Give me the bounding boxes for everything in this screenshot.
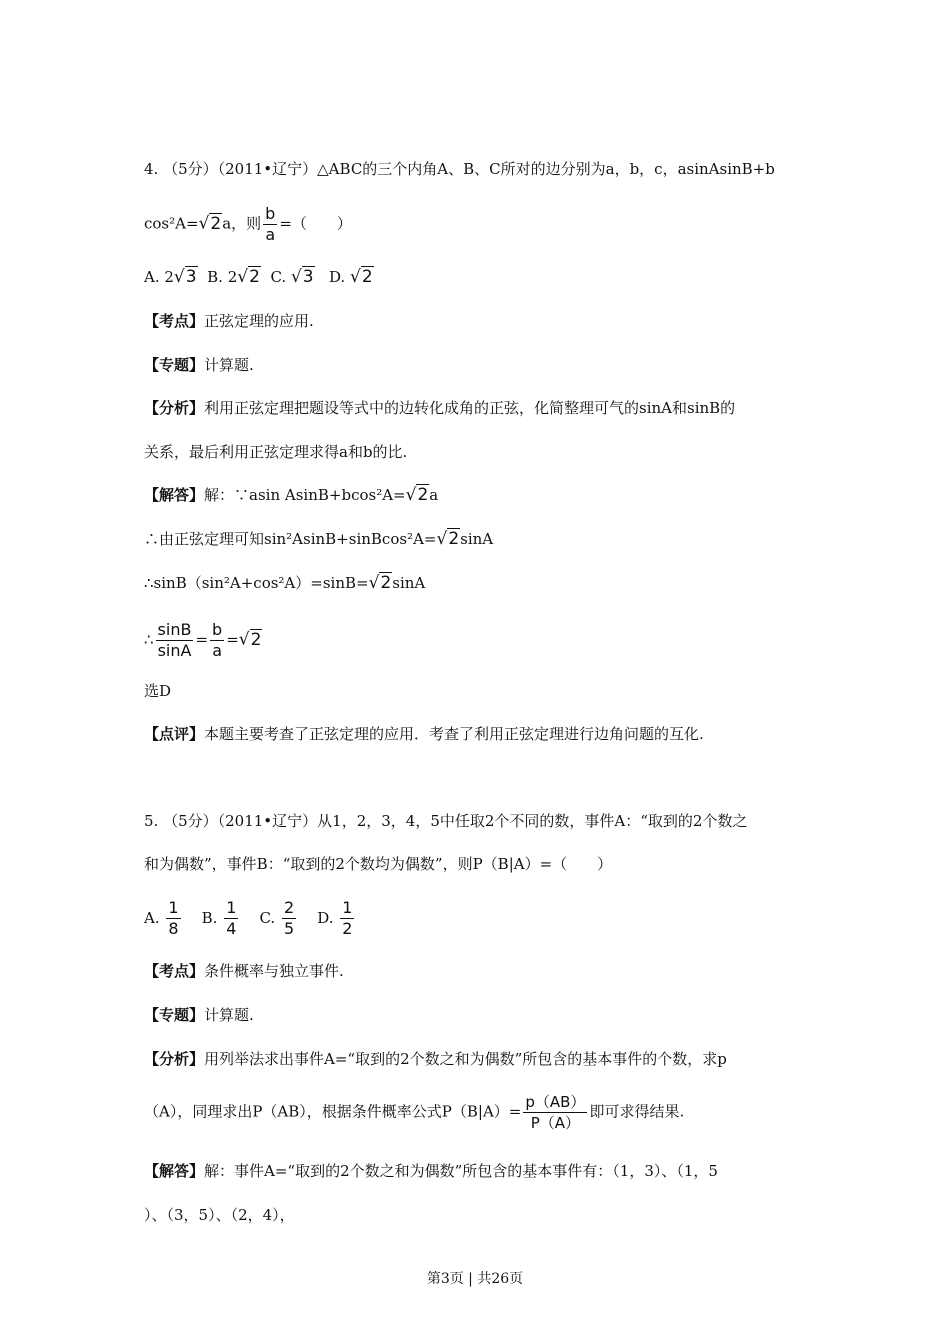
option-label: D. <box>328 268 350 286</box>
q4-answer: 选D <box>144 682 172 700</box>
denominator: P（A） <box>530 1114 581 1132</box>
option-label: B. <box>201 908 223 927</box>
radicand: 2 <box>417 485 429 505</box>
denominator: a <box>265 225 276 244</box>
option-label: B. 2 <box>207 268 238 286</box>
section-tag: 【点评】 <box>144 725 205 743</box>
sqrt-symbol: √3 <box>173 267 197 287</box>
numerator: 1 <box>342 898 353 917</box>
option-a <box>144 268 198 286</box>
radicand: 2 <box>249 267 260 287</box>
page-footer: 第3页 | 共26页 <box>426 1271 524 1287</box>
sqrt-symbol: √2 <box>198 213 222 234</box>
q4-options <box>144 266 374 288</box>
q5-stem-line1: 5. （5分）（2011•辽宁）从1，2，3，4，5中任取2个不同的数，事件A：“取到的2个数之 <box>144 812 748 830</box>
section-text: 本题主要考查了正弦定理的应用．考查了利用正弦定理进行边角问题的互化. <box>204 725 704 743</box>
q5-jieda-line2: ）、（3，5）、（2，4）， <box>144 1206 295 1224</box>
section-text: 正弦定理的应用. <box>204 312 314 330</box>
option-b <box>207 268 261 286</box>
q5-stem-line2: 和为偶数”，事件B：“取到的2个数均为偶数”，则P（B|A）=（ ） <box>144 855 613 873</box>
denominator: 5 <box>283 919 295 938</box>
option-label: A. 2 <box>144 268 174 286</box>
section-text: 即可求得结果. <box>589 1102 685 1121</box>
option-label: D. <box>317 908 339 927</box>
q4-zhuanti <box>144 354 254 376</box>
section-tag: 【分析】 <box>144 1050 205 1068</box>
denominator: sinA <box>157 641 192 660</box>
option-b <box>201 898 241 938</box>
numerator: b <box>265 204 276 223</box>
section-tag: 【解答】 <box>144 486 205 504</box>
radicand: 2 <box>380 573 392 593</box>
option-fraction <box>166 898 180 939</box>
therefore-symbol: ∴ <box>144 630 154 649</box>
radicand: 3 <box>302 267 314 287</box>
section-text: 条件概率与独立事件. <box>204 962 344 980</box>
q5-kaodian <box>144 960 344 982</box>
denominator: 4 <box>226 919 237 938</box>
numerator: b <box>212 620 223 639</box>
radicand: 3 <box>185 267 197 287</box>
q4-jieda-line4 <box>144 620 262 661</box>
q4-stem-cos: cos²A= <box>144 214 199 233</box>
numerator: 2 <box>283 898 295 917</box>
section-text: 用列举法求出事件A=“取到的2个数之和为偶数”所包含的基本事件的个数，求p <box>204 1050 727 1068</box>
section-tag: 【考点】 <box>144 962 205 980</box>
denominator: 2 <box>342 919 353 938</box>
option-fraction <box>282 898 296 939</box>
sqrt-symbol: √2 <box>436 529 460 549</box>
fraction-b-over-a <box>210 620 224 661</box>
section-text: ∴sinB（sin²A+cos²A）=sinB= <box>144 574 369 592</box>
option-c <box>259 898 298 938</box>
option-label: C. <box>259 908 280 927</box>
radicand: 2 <box>210 213 222 234</box>
q5-zhuanti <box>144 1004 254 1026</box>
option-fraction <box>224 898 238 939</box>
q4-stem-line1: 4. （5分）（2011•辽宁）△ABC的三个内角A、B、C所对的边分别为a，b，c，asinAsinB+b <box>144 160 775 178</box>
q4-stem-blank: =（ ） <box>279 214 352 233</box>
sqrt-symbol: √3 <box>290 267 314 287</box>
q4-jieda-line3 <box>144 572 425 594</box>
q4-fenxi-line2: 关系，最后利用正弦定理求得a和b的比. <box>144 443 408 461</box>
section-tag: 【专题】 <box>144 1006 205 1024</box>
sqrt-symbol: √2 <box>238 629 262 650</box>
q4-stem-then: a，则 <box>222 214 262 233</box>
option-label: C. <box>270 268 291 286</box>
numerator: 1 <box>168 898 179 917</box>
option-d <box>329 268 374 286</box>
section-tag: 【专题】 <box>144 356 205 374</box>
option-a <box>144 898 183 938</box>
q5-fenxi-line2 <box>144 1092 684 1133</box>
q5-fenxi-line1 <box>144 1048 727 1070</box>
radicand: 2 <box>448 529 460 549</box>
equals-sign: = <box>226 630 239 649</box>
section-text: 解：事件A=“取到的2个数之和为偶数”所包含的基本事件有：（1，3）、（1，5 <box>204 1162 718 1180</box>
section-text: 计算题. <box>204 1006 254 1024</box>
q4-fenxi-line1 <box>144 397 735 419</box>
q4-jieda-line2 <box>144 528 493 550</box>
radicand: 2 <box>361 267 373 287</box>
option-c <box>270 268 314 286</box>
denominator: a <box>212 641 223 660</box>
q5-jieda-line1 <box>144 1160 718 1182</box>
sqrt-symbol: √2 <box>237 267 260 287</box>
fraction-sinB-over-sinA <box>156 620 194 661</box>
section-tag: 【分析】 <box>144 399 205 417</box>
q4-stem-line2 <box>144 204 352 245</box>
option-fraction <box>340 898 354 939</box>
sqrt-symbol: √2 <box>405 485 429 505</box>
option-d <box>317 898 356 938</box>
section-text: sinA <box>460 530 494 548</box>
section-text: 利用正弦定理把题设等式中的边转化成角的正弦，化简整理可气的sinA和sinB的 <box>204 399 736 417</box>
sqrt-symbol: √2 <box>349 267 373 287</box>
section-tag: 【解答】 <box>144 1162 205 1180</box>
numerator: 1 <box>226 898 237 917</box>
numerator: p（AB） <box>525 1093 586 1111</box>
option-label: A. <box>144 908 165 927</box>
conditional-probability-fraction <box>523 1092 587 1133</box>
denominator: 8 <box>168 919 179 938</box>
q4-jieda-line1 <box>144 484 438 506</box>
section-text: 计算题. <box>204 356 254 374</box>
q5-options <box>144 898 356 939</box>
q4-dianping <box>144 723 704 745</box>
section-text: ∴由正弦定理可知sin²AsinB+sinBcos²A= <box>144 530 437 548</box>
section-tag: 【考点】 <box>144 312 205 330</box>
section-text: sinA <box>392 574 426 592</box>
section-text: 解：∵asin AsinB+bcos²A= <box>204 486 406 504</box>
equals-sign: = <box>195 630 209 649</box>
sqrt-symbol: √2 <box>368 573 392 593</box>
section-text: a <box>429 486 439 504</box>
fraction-b-over-a <box>263 204 277 245</box>
q4-kaodian <box>144 310 314 332</box>
section-text: （A），同理求出P（AB），根据条件概率公式P（B|A）= <box>144 1102 522 1121</box>
numerator: sinB <box>157 620 192 639</box>
radicand: 2 <box>250 629 262 650</box>
